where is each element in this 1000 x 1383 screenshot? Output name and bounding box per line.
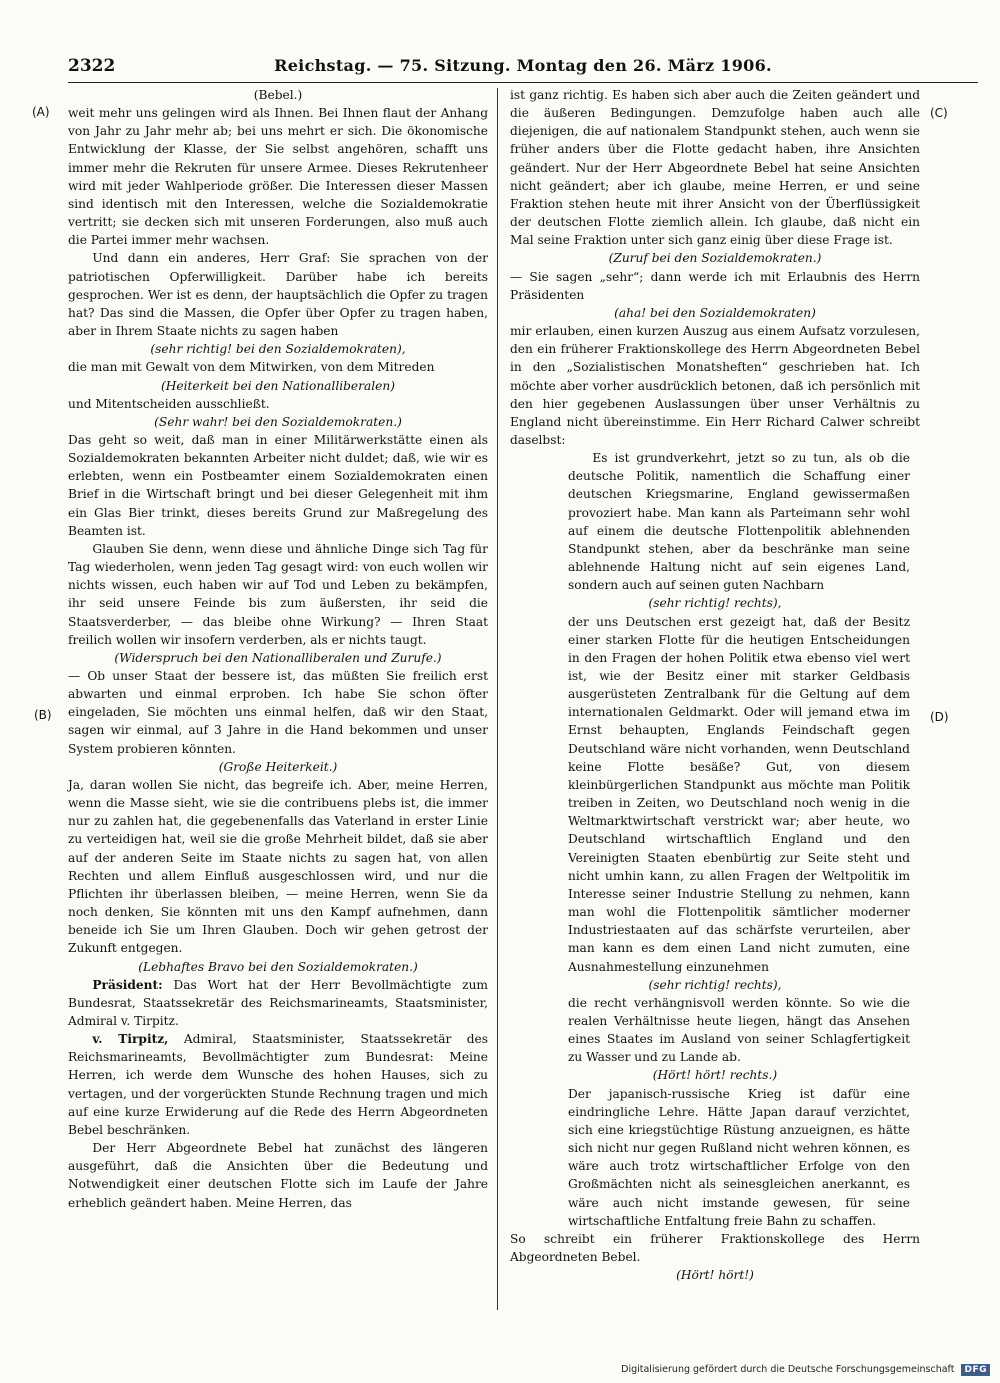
interjection: (Zuruf bei den Sozialdemokraten.): [608, 251, 822, 266]
page-number: 2322: [68, 56, 116, 76]
interjection: (Widerspruch bei den Nationalliberalen und Zurufe.): [114, 650, 442, 665]
dfg-logo: DFG: [961, 1364, 990, 1376]
page-header: [68, 56, 978, 80]
interjection: (Heiterkeit bei den Nationalliberalen): [161, 378, 395, 393]
paragraph: weit mehr uns gelingen wird als Ihnen. Bei Ihnen flaut der Anhang von Jahr zu Jahr mehr ab; bei uns mehrt er sich. Die ökonomische Entwicklung der Klasse, der Sie selbst angehören, schafft uns immer mehr die Rekruten für unsere Armee. Dieses Rekrutenheer wird mit jeder Wahlperiode größer. Die Interessen dieser Massen sind identisch mit den Interessen, welche die Sozialdemokratie vertritt; sie decken sich mit unseren Forderungen, also muß auch die Partei immer mehr wachsen.: [68, 106, 488, 248]
running-title: Reichstag. — 75. Sitzung. Montag den 26. März 1906.: [274, 56, 772, 75]
interjection: (sehr richtig! rechts),: [648, 596, 782, 611]
quotation: die recht verhängnisvoll werden könnte. So wie die realen Verhältnisse heute liegen, hängt das Ansehen eines Staates im Ausland von seiner Schlagfertigkeit zu Wasser und zu Lande ab.: [568, 995, 910, 1065]
paragraph: die man mit Gewalt von dem Mitwirken, von dem Mitreden: [68, 360, 435, 375]
margin-mark-a: (A): [32, 105, 50, 119]
speaker-heading: (Bebel.): [253, 88, 303, 102]
quotation: der uns Deutschen erst gezeigt hat, daß der Besitz einer starken Flotte für die heutigen Entscheidungen in den Fragen der hohen Politik etwa ebenso viel wert ist, wie der Besitz einer mit starker Geldbasis ausgerüsteten Zentralbank für die Geltung auf dem internationalen Geldmarkt. Oder will jemand etwa im Ernst behaupten, Englands Feindschaft gegen Deutschland wäre nicht vorhanden, wenn Deutschland keine Flotte besäße? Gut, von diesem kleinbürgerlichen Standpunkt aus möchte man Politik treiben in Zeiten, wo Deutschland noch wenig in die Weltmarktwirtschaft verstrickt war; aber heute, wo Deutschland wirtschaftlich England und den Vereinigten Staaten ebenbürtig zur Seite steht und nicht umhin kann, zu allen Fragen der Weltpolitik im Interesse seiner Industrie Stellung zu nehmen, kann man wohl die Flottenpolitik sämtlicher moderner Industriestaaten auf das schärfste verurteilen, aber man kann es dem einen Land nicht zumuten, eine Ausnahmestellung einzunehmen: [568, 614, 910, 974]
speech-paragraph: [68, 976, 488, 1030]
interjection: (Lebhaftes Bravo bei den Sozialdemokraten.): [138, 959, 418, 974]
paragraph: Der Herr Abgeordnete Bebel hat zunächst des längeren ausgeführt, daß die Ansichten über die Bedeutung und Notwendigkeit einer deutschen Flotte sich im Laufe der Jahre erheblich geändert haben. Meine Herren, das: [68, 1141, 488, 1210]
left-column: [68, 86, 488, 1212]
footer-text: Digitalisierung gefördert durch die Deutsche Forschungsgemeinschaft: [621, 1364, 955, 1375]
paragraph: Und dann ein anderes, Herr Graf: Sie sprachen von der patriotischen Opferwilligkeit. Darüber habe ich bereits gesprochen. Wer ist es denn, der hauptsächlich die Opfer zu tragen hat? Das sind die Massen, die Opfer über Opfer zu tragen haben, aber in Ihrem Staate nichts zu sagen haben: [68, 251, 488, 339]
speech-paragraph: [68, 1030, 488, 1139]
column-divider: [497, 88, 498, 1310]
header-rule: [68, 82, 978, 83]
right-column: [510, 86, 920, 1284]
interjection: (sehr richtig! bei den Sozialdemokraten),: [150, 342, 406, 357]
paragraph: Ja, daran wollen Sie nicht, das begreife ich. Aber, meine Herren, wenn die Masse sieht, wie sie die contribuens plebs ist, die immer nur zu zahlen hat, die gegebenenfalls das Vaterland in erster Linie zu verteidigen hat, weil sie die große Mehrheit bildet, daß sie aber auf der anderen Seite im Staate nichts zu sagen hat, von allen Rechten und allem Einfluß ausgeschlossen wird, und nur die Pflichten ihr überlassen bleiben, — meine Herren, wenn Sie da noch denken, Sie könnten mit uns den Kampf aufnehmen, dann beneide ich Sie um Ihren Glauben. Doch wir gehen getrost der Zukunft entgegen.: [68, 777, 488, 956]
paragraph: Das geht so weit, daß man in einer Militärwerkstätte einen als Sozialdemokraten bekannten Arbeiter nicht duldet; daß, wie wir es erlebten, wenn ein Postbeamter einem Sozialdemokraten einen Brief in die Wirtschaft bringt und bei dieser Gelegenheit mit ihm ein Glas Bier trinkt, dieses bereits Grund zur Maßregelung des Beamten ist.: [68, 432, 488, 538]
paragraph: ist ganz richtig. Es haben sich aber auch die Zeiten geändert und die äußeren Bedingungen. Demzufolge haben auch alle diejenigen, die auf nationalem Standpunkt stehen, auch wenn sie früher anders über die Flotte gedacht haben, ihre Ansichten geändert. Nur der Herr Abgeordnete Bebel hat seine Ansichten nicht geändert; aber ich glaube, meine Herren, er und seine Fraktion stehen heute mit ihrer Ansicht von der Überflüssigkeit der deutschen Flotte ziemlich allein. Ich glaube, daß nicht ein Mal seine Fraktion unter sich ganz einig über diese Frage ist.: [510, 88, 920, 248]
speaker-name: v. Tirpitz,: [92, 1032, 169, 1047]
paragraph: und Mitentscheiden ausschließt.: [68, 396, 270, 411]
paragraph: — Sie sagen „sehr“; dann werde ich mit Erlaubnis des Herrn Präsidenten: [510, 269, 920, 302]
paragraph: Glauben Sie denn, wenn diese und ähnliche Dinge sich Tag für Tag wiederholen, wenn jeden Tag gesagt wird: von euch wollen wir nichts wissen, euch haben wir auf Tod und Leben zu bekämpfen, ihr seid unsere Feinde bis zum äußersten, ihr seid die Staatsverderber, — das bleibe ohne Wirkung? — Ihren Staat freilich wollen wir insofern verderben, als er nichts taugt.: [68, 541, 488, 647]
paragraph: — Ob unser Staat der bessere ist, das müßten Sie freilich erst abwarten und einmal erproben. Ich habe Sie schon öfter eingeladen, Sie möchten uns einmal helfen, daß wir den Staat, sagen wir einmal, auf 3 Jahre in die Hand bekommen und unser System probieren könnten.: [68, 669, 488, 756]
quotation: Der japanisch-russische Krieg ist dafür eine eindringliche Lehre. Hätte Japan darauf verzichtet, sich eine kriegstüchtige Rüstung anzueignen, es hätte sich nicht nur gegen Rußland nicht wehren können, es wäre auch trotz wirtschaftlicher Erfolge von den Großmächten nicht als seinesgleichen anerkannt, es wäre auch nicht imstande gewesen, für seine wirtschaftliche Entfaltung freie Bahn zu schaffen.: [568, 1086, 910, 1228]
speech-text: Das Wort hat der Herr Bevollmächtigte zum Bundesrat, Staatssekretär des Reichsmarineamts, Staatsminister, Admiral v. Tirpitz.: [68, 977, 488, 1028]
paragraph: So schreibt ein früherer Fraktionskollege des Herrn Abgeordneten Bebel.: [510, 1231, 920, 1264]
margin-mark-c: (C): [930, 106, 948, 120]
interjection: (Hört! hört!): [676, 1268, 754, 1283]
quotation: Es ist grundverkehrt, jetzt so zu tun, als ob die deutsche Politik, namentlich die Schaffung einer deutschen Kriegsmarine, England gewissermaßen provoziert habe. Man kann als Parteimann sehr wohl auf einem die deutsche Flottenpolitik ablehnenden Standpunkt stehen, aber da beschränke man seine ablehnende Haltung nicht auf sein eigenes Land, sondern auch auf seinen guten Nachbarn: [568, 451, 910, 593]
interjection: (Sehr wahr! bei den Sozialdemokraten.): [154, 414, 402, 429]
interjection: (sehr richtig! rechts),: [648, 977, 782, 992]
paragraph: mir erlauben, einen kurzen Auszug aus einem Aufsatz vorzulesen, den ein früherer Fraktionskollege des Herrn Abgeordneten Bebel in den „Sozialistischen Monatsheften“ geschrieben hat. Ich möchte aber vorher ausdrücklich betonen, daß ich persönlich mit den hier gegebenen Auslassungen über unser Verhältnis zu England nicht übereinstimme. Ein Herr Richard Calwer schreibt daselbst:: [510, 324, 920, 447]
margin-mark-b: (B): [34, 708, 52, 722]
speech-text: Admiral, Staatsminister, Staatssekretär des Reichsmarineamts, Bevollmächtigter zum Bundesrat: Meine Herren, ich werde dem Wunsche des hohen Hauses, sich zu vertagen, und der vorgerückten Stunde Rechnung tragen und mich auf eine kurze Erwiderung auf die Rede des Herrn Abgeordneten Bebel beschränken.: [68, 1032, 489, 1137]
speaker-name: Präsident:: [92, 977, 163, 992]
interjection: (Große Heiterkeit.): [218, 759, 338, 774]
footer-credit: [600, 1364, 990, 1376]
interjection: (aha! bei den Sozialdemokraten): [614, 305, 816, 320]
margin-mark-d: (D): [930, 710, 949, 724]
interjection: (Hört! hört! rechts.): [652, 1068, 778, 1083]
